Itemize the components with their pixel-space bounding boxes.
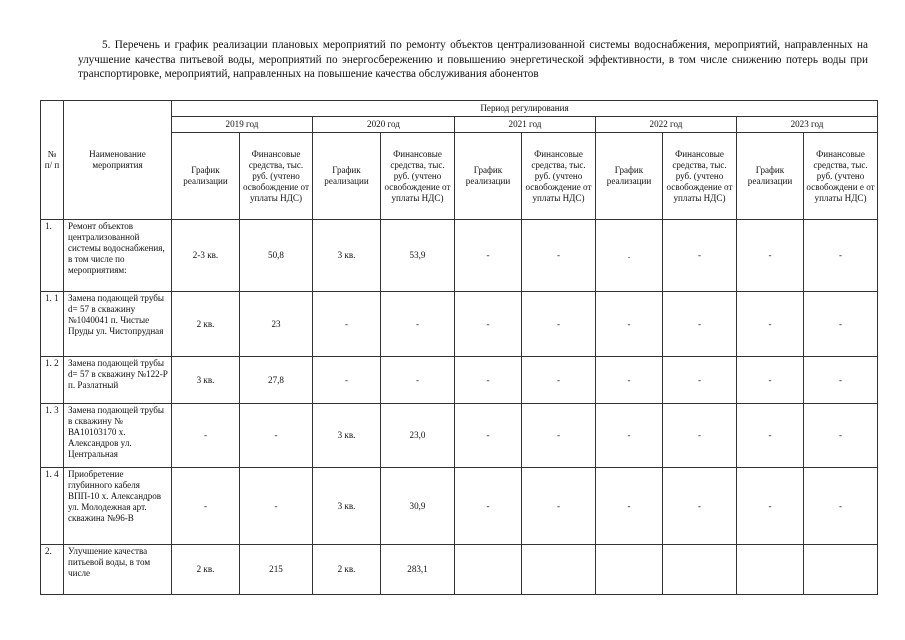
row-name: Замена подающей трубы в скважину № ВА10103170 х. Александров ул. Центральная (64, 404, 172, 468)
sub-header-schedule: График реализации (737, 133, 804, 220)
row-number: 1. 1 (41, 292, 64, 357)
row-name: Замена подающей трубы d= 57 в скважину №1040041 п. Чистые Пруды ул. Чистопрудная (64, 292, 172, 357)
sub-header-finance: Финансовые средства, тыс. руб. (учтено освобождение от уплаты НДС) (663, 133, 737, 220)
finance-cell: 23 (240, 292, 313, 357)
section-heading: 5. Перечень и график реализации плановых мероприятий по ремонту объектов централизованной системы водоснабжения, мероприятий, направленных на улучшение качества питьевой воды, мероприятий по энергосбережению и повышению энергетической эффективности, в том числе снижению потерь воды при транспортировке, мероприятий, направленных на повышение качества обслуживания абонентов (78, 39, 868, 80)
schedule-cell: - (455, 220, 522, 292)
table-row (41, 404, 878, 468)
schedule-cell: - (737, 292, 804, 357)
schedule-cell: - (455, 357, 522, 404)
finance-cell: - (663, 468, 737, 545)
schedule-cell: . (596, 220, 663, 292)
finance-cell: - (804, 220, 878, 292)
schedule-cell (737, 545, 804, 595)
finance-cell: - (663, 292, 737, 357)
finance-cell: - (804, 357, 878, 404)
plan-table (40, 100, 878, 595)
table-row (41, 220, 878, 292)
table-row (41, 468, 878, 545)
sub-header-finance: Финансовые средства, тыс. руб. (учтено освобождение от уплаты НДС) (240, 133, 313, 220)
finance-cell: - (663, 404, 737, 468)
finance-cell: - (240, 468, 313, 545)
finance-cell: - (381, 357, 455, 404)
sub-header-finance: Финансовые средства, тыс. руб. (учтено освобождени е от уплаты НДС) (804, 133, 878, 220)
schedule-cell: - (596, 292, 663, 357)
row-number: 1. 2 (41, 357, 64, 404)
finance-cell (804, 545, 878, 595)
table-row (41, 357, 878, 404)
schedule-cell: 3 кв. (313, 468, 381, 545)
row-number: 1. 3 (41, 404, 64, 468)
year-header-2023: 2023 год (737, 117, 878, 133)
row-number: 1. 4 (41, 468, 64, 545)
period-header: Период регулирования (172, 101, 878, 117)
col-header-name: Наименование мероприятия (64, 101, 172, 220)
schedule-cell: - (737, 357, 804, 404)
schedule-cell: 2-3 кв. (172, 220, 240, 292)
finance-cell: - (522, 468, 596, 545)
finance-cell: - (522, 357, 596, 404)
schedule-cell: - (596, 468, 663, 545)
sub-header-finance: Финансовые средства, тыс. руб. (учтено освобождение от уплаты НДС) (522, 133, 596, 220)
row-name: Приобретение глубинного кабеля ВПП-10 х. Александров ул. Молодежная арт. скважина №96-В (64, 468, 172, 545)
schedule-cell: 3 кв. (313, 220, 381, 292)
col-header-num: № п/ п (41, 101, 64, 220)
table-row (41, 545, 878, 595)
year-header-2020: 2020 год (313, 117, 455, 133)
schedule-cell: - (596, 357, 663, 404)
finance-cell: 283,1 (381, 545, 455, 595)
row-number: 2. (41, 545, 64, 595)
sub-header-finance: Финансовые средства, тыс. руб. (учтено освобождение от уплаты НДС) (381, 133, 455, 220)
plan-table-body (41, 220, 878, 595)
schedule-cell: - (455, 468, 522, 545)
schedule-cell: - (737, 468, 804, 545)
year-header-2021: 2021 год (455, 117, 596, 133)
schedule-cell (596, 545, 663, 595)
finance-cell: 53,9 (381, 220, 455, 292)
schedule-cell: - (313, 292, 381, 357)
table-row (41, 292, 878, 357)
finance-cell: - (522, 404, 596, 468)
sub-header-schedule: График реализации (172, 133, 240, 220)
finance-cell: 30,9 (381, 468, 455, 545)
schedule-cell: 2 кв. (172, 292, 240, 357)
sub-header-schedule: График реализации (596, 133, 663, 220)
finance-cell: - (240, 404, 313, 468)
finance-cell: - (804, 292, 878, 357)
finance-cell: - (804, 468, 878, 545)
finance-cell: - (522, 220, 596, 292)
finance-cell: 215 (240, 545, 313, 595)
schedule-cell (455, 545, 522, 595)
finance-cell: - (522, 292, 596, 357)
schedule-cell: - (455, 404, 522, 468)
row-number: 1. (41, 220, 64, 292)
row-name: Улучшение качества питьевой воды, в том числе (64, 545, 172, 595)
schedule-cell: - (172, 468, 240, 545)
year-header-2022: 2022 год (596, 117, 737, 133)
row-name: Ремонт объектов централизованной системы водоснабжения, в том числе по мероприятиям: (64, 220, 172, 292)
finance-cell (522, 545, 596, 595)
schedule-cell: - (172, 404, 240, 468)
schedule-cell: - (455, 292, 522, 357)
finance-cell: - (804, 404, 878, 468)
schedule-cell: - (313, 357, 381, 404)
finance-cell: - (663, 220, 737, 292)
finance-cell: - (381, 292, 455, 357)
finance-cell: 27,8 (240, 357, 313, 404)
sub-header-schedule: График реализации (313, 133, 381, 220)
schedule-cell: 2 кв. (313, 545, 381, 595)
schedule-cell: 3 кв. (172, 357, 240, 404)
schedule-cell: - (596, 404, 663, 468)
finance-cell: 23,0 (381, 404, 455, 468)
period-header-row (41, 101, 878, 117)
schedule-cell: - (737, 220, 804, 292)
finance-cell (663, 545, 737, 595)
finance-cell: - (663, 357, 737, 404)
schedule-cell: 3 кв. (313, 404, 381, 468)
schedule-cell: - (737, 404, 804, 468)
finance-cell: 50,8 (240, 220, 313, 292)
schedule-cell: 2 кв. (172, 545, 240, 595)
year-header-2019: 2019 год (172, 117, 313, 133)
row-name: Замена подающей трубы d= 57 в скважину №122-Р п. Разлатный (64, 357, 172, 404)
sub-header-schedule: График реализации (455, 133, 522, 220)
